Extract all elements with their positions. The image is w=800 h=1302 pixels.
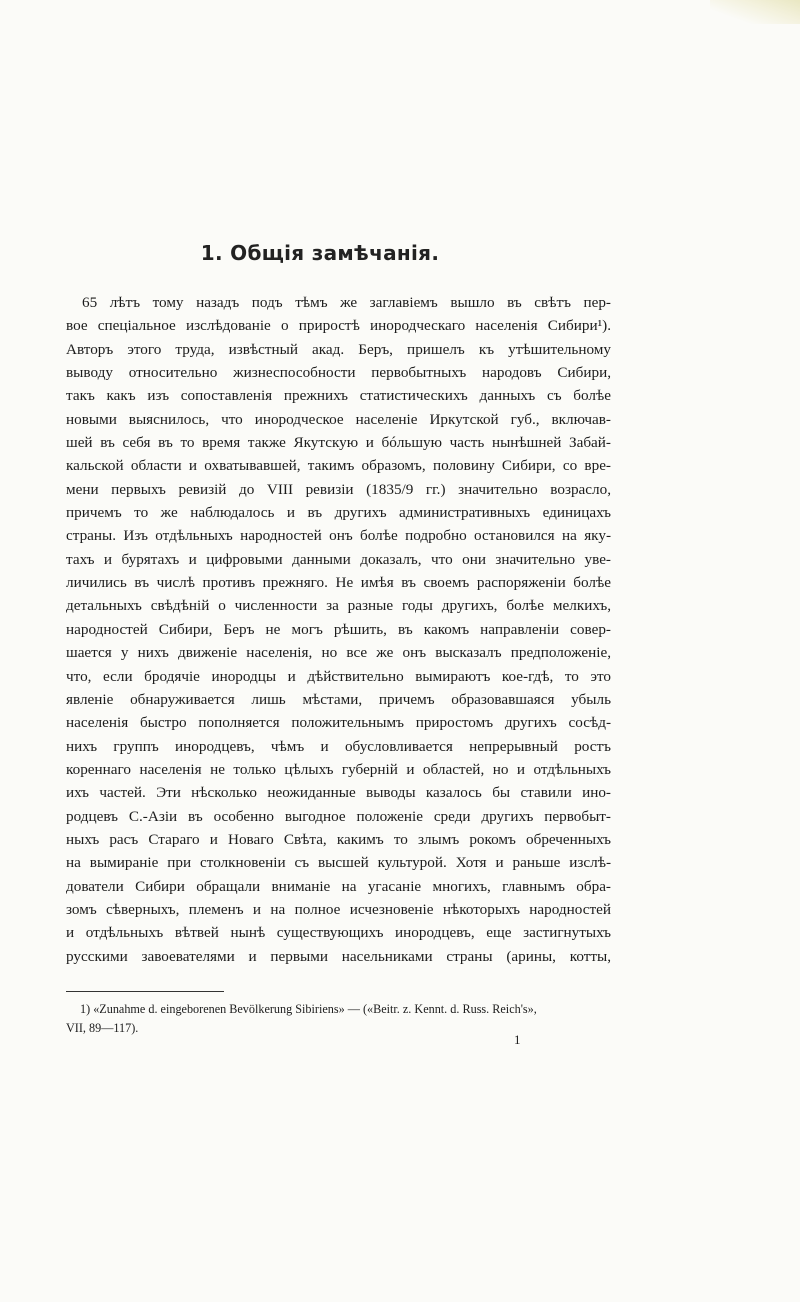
- text-line: что, если бродячіе инородцы и дѣйствительно вымираютъ кое-гдѣ, то это: [66, 667, 611, 685]
- text-line: тахъ и бурятахъ и цифровыми данными доказалъ, что они значительно уве-: [66, 550, 611, 568]
- text-line: вое спеціальное изслѣдованіе о приростѣ инородческаго населенія Сибири¹).: [66, 317, 611, 335]
- text-line: явленіе обнаруживается лишь мѣстами, причемъ образовавшаяся убыль: [66, 690, 611, 708]
- text-line: выводу относительно жизнеспособности первобытныхъ народовъ Сибири,: [66, 364, 611, 382]
- text-line: нихъ группъ инородцевъ, чѣмъ и обусловливается непрерывный ростъ: [66, 737, 611, 755]
- text-line: русскими завоевателями и первыми насельниками страны (арины, котты,: [66, 947, 611, 965]
- text-line: страны. Изъ отдѣльныхъ народностей онъ болѣе подробно остановился на яку-: [66, 527, 611, 545]
- footnote-line: VII, 89—117).: [66, 1021, 139, 1035]
- text-line: на вымираніе при столкновеніи съ высшей культурой. Хотя и раньше изслѣ-: [66, 854, 611, 872]
- text-line: ихъ частей. Эти нѣсколько неожиданные выводы казалось бы ставили ино-: [66, 784, 611, 802]
- text-line: новыми выяснилось, что инородческое населеніе Иркутской губ., включав-: [66, 410, 611, 428]
- text-line: Авторъ этого труда, извѣстный акад. Беръ, пришелъ къ утѣшительному: [66, 340, 611, 358]
- footnote: [66, 1000, 611, 1038]
- text-line: зомъ сѣверныхъ, племенъ и на полное исчезновеніе нѣкоторыхъ народностей: [66, 900, 611, 918]
- text-line: такъ какъ изъ сопоставленія прежнихъ статистическихъ данныхъ съ болѣе: [66, 387, 611, 405]
- section-heading: 1. Общія замѣчанія.: [200, 241, 440, 265]
- text-line: шей въ себя въ то время также Якутскую и бóльшую часть нынѣшней Забай-: [66, 434, 611, 452]
- text-line: ныхъ расъ Стараго и Новаго Свѣта, какимъ то злымъ рокомъ обреченныхъ: [66, 830, 611, 848]
- text-line: шается у нихъ движеніе населенія, но все же онъ высказалъ предположеніе,: [66, 644, 611, 662]
- text-line: населенія быстро пополняется положительнымъ приростомъ другихъ сосѣд-: [66, 714, 611, 732]
- paper-stain: [710, 0, 800, 24]
- main-paragraph: [66, 291, 611, 968]
- text-line: дователи Сибири обращали вниманіе на угасаніе многихъ, главнымъ обра-: [66, 877, 611, 895]
- page-number: 1: [514, 1032, 521, 1047]
- text-line: личились въ числѣ противъ прежняго. Не имѣя въ своемъ распоряженіи болѣе: [66, 574, 611, 592]
- footnote-divider: [66, 991, 224, 992]
- text-line: 65 лѣтъ тому назадъ подъ тѣмъ же заглавіемъ вышло въ свѣтъ пер-: [82, 294, 611, 311]
- text-line: и отдѣльныхъ вѣтвей нынѣ существующихъ инородцевъ, еще застигнутыхъ: [66, 924, 611, 942]
- text-line: детальныхъ свѣдѣній о численности за разные годы другихъ, болѣе мелкихъ,: [66, 597, 611, 615]
- footnote-line: 1) «Zunahme d. eingeborenen Bevölkerung Sibiriens» — («Beitr. z. Kennt. d. Russ. Reich's»,: [80, 1002, 537, 1016]
- text-line: мени первыхъ ревизій до VIII ревизіи (1835/9 гг.) значительно возрасло,: [66, 480, 611, 498]
- text-line: кальской области и охватывавшей, такимъ образомъ, половину Сибири, со вре-: [66, 457, 611, 475]
- text-line: причемъ то же наблюдалось и въ другихъ административныхъ единицахъ: [66, 504, 611, 522]
- text-line: родцевъ С.-Азіи въ особенно выгодное положеніе среди другихъ первобыт-: [66, 807, 611, 825]
- text-line: народностей Сибири, Беръ не могъ рѣшить, въ какомъ направленіи совер-: [66, 620, 611, 638]
- text-line: кореннаго населенія не только цѣлыхъ губерній и областей, но и отдѣльныхъ: [66, 760, 611, 778]
